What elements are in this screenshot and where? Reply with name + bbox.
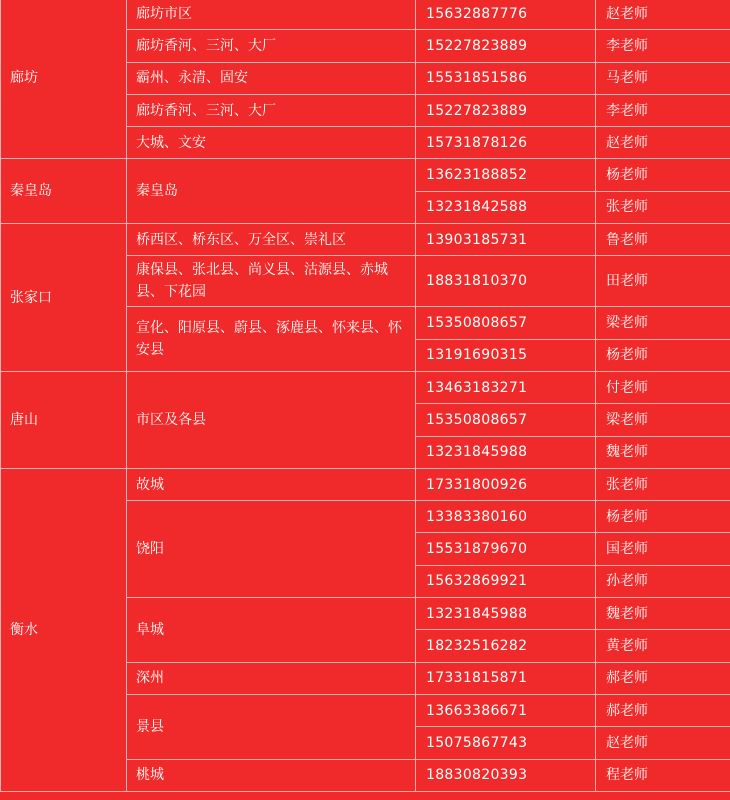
table-row — [1, 224, 730, 256]
phone-cell[interactable]: 15632887776 — [416, 0, 596, 30]
district-cell: 秦皇岛 — [127, 159, 416, 224]
teacher-cell: 李老师 — [596, 30, 730, 62]
teacher-cell: 魏老师 — [596, 436, 730, 468]
district-cell: 廊坊香河、三河、大厂 — [127, 94, 416, 126]
teacher-cell: 张老师 — [596, 191, 730, 223]
city-cell: 张家口 — [1, 224, 127, 372]
teacher-cell: 杨老师 — [596, 339, 730, 371]
phone-cell[interactable]: 18831810370 — [416, 256, 596, 307]
teacher-cell: 赵老师 — [596, 727, 730, 759]
phone-cell[interactable]: 13191690315 — [416, 339, 596, 371]
phone-cell[interactable]: 13463183271 — [416, 371, 596, 403]
teacher-cell: 郝老师 — [596, 662, 730, 694]
teacher-cell: 程老师 — [596, 759, 730, 791]
district-cell: 市区及各县 — [127, 371, 416, 468]
phone-cell[interactable]: 15531851586 — [416, 62, 596, 94]
city-cell: 唐山 — [1, 371, 127, 468]
district-cell: 景县 — [127, 694, 416, 759]
district-cell: 深州 — [127, 662, 416, 694]
phone-cell[interactable]: 17331815871 — [416, 662, 596, 694]
district-cell: 廊坊香河、三河、大厂 — [127, 30, 416, 62]
phone-cell[interactable]: 15227823889 — [416, 94, 596, 126]
phone-cell[interactable]: 13663386671 — [416, 694, 596, 726]
phone-cell[interactable]: 13383380160 — [416, 501, 596, 533]
phone-cell[interactable]: 15350808657 — [416, 307, 596, 339]
phone-cell[interactable]: 18830820393 — [416, 759, 596, 791]
teacher-cell: 杨老师 — [596, 159, 730, 191]
teacher-cell: 田老师 — [596, 256, 730, 307]
phone-cell[interactable]: 13903185731 — [416, 224, 596, 256]
phone-cell[interactable]: 13231845988 — [416, 436, 596, 468]
phone-cell[interactable]: 15531879670 — [416, 533, 596, 565]
city-cell: 廊坊 — [1, 0, 127, 159]
city-cell: 秦皇岛 — [1, 159, 127, 224]
district-cell: 廊坊市区 — [127, 0, 416, 30]
district-cell: 故城 — [127, 468, 416, 500]
teacher-cell: 杨老师 — [596, 501, 730, 533]
teacher-cell: 李老师 — [596, 94, 730, 126]
teacher-cell: 魏老师 — [596, 598, 730, 630]
city-cell: 衡水 — [1, 468, 127, 791]
table-row — [1, 371, 730, 403]
teacher-cell: 黄老师 — [596, 630, 730, 662]
phone-cell[interactable]: 15075867743 — [416, 727, 596, 759]
district-cell: 饶阳 — [127, 501, 416, 598]
phone-cell[interactable]: 13623188852 — [416, 159, 596, 191]
phone-cell[interactable]: 15632869921 — [416, 565, 596, 597]
table-row — [1, 468, 730, 500]
teacher-cell: 赵老师 — [596, 0, 730, 30]
phone-cell[interactable]: 15227823889 — [416, 30, 596, 62]
teacher-cell: 鲁老师 — [596, 224, 730, 256]
district-cell: 阜城 — [127, 598, 416, 663]
phone-cell[interactable]: 15350808657 — [416, 404, 596, 436]
teacher-cell: 郝老师 — [596, 694, 730, 726]
district-cell: 康保县、张北县、尚义县、沽源县、赤城县、下花园 — [127, 256, 416, 307]
district-cell: 大城、文安 — [127, 127, 416, 159]
district-cell: 桥西区、桥东区、万全区、崇礼区 — [127, 224, 416, 256]
district-cell: 宣化、阳原县、蔚县、涿鹿县、怀来县、怀安县 — [127, 307, 416, 372]
district-cell: 桃城 — [127, 759, 416, 791]
phone-cell[interactable]: 13231842588 — [416, 191, 596, 223]
table-row — [1, 159, 730, 191]
table-row — [1, 0, 730, 30]
teacher-cell: 张老师 — [596, 468, 730, 500]
phone-cell[interactable]: 13231845988 — [416, 598, 596, 630]
district-cell: 霸州、永清、固安 — [127, 62, 416, 94]
teacher-cell: 孙老师 — [596, 565, 730, 597]
phone-cell[interactable]: 15731878126 — [416, 127, 596, 159]
teacher-cell: 梁老师 — [596, 404, 730, 436]
teacher-cell: 付老师 — [596, 371, 730, 403]
teacher-cell: 国老师 — [596, 533, 730, 565]
phone-cell[interactable]: 18232516282 — [416, 630, 596, 662]
teacher-cell: 赵老师 — [596, 127, 730, 159]
teacher-cell: 梁老师 — [596, 307, 730, 339]
teacher-cell: 马老师 — [596, 62, 730, 94]
phone-cell[interactable]: 17331800926 — [416, 468, 596, 500]
